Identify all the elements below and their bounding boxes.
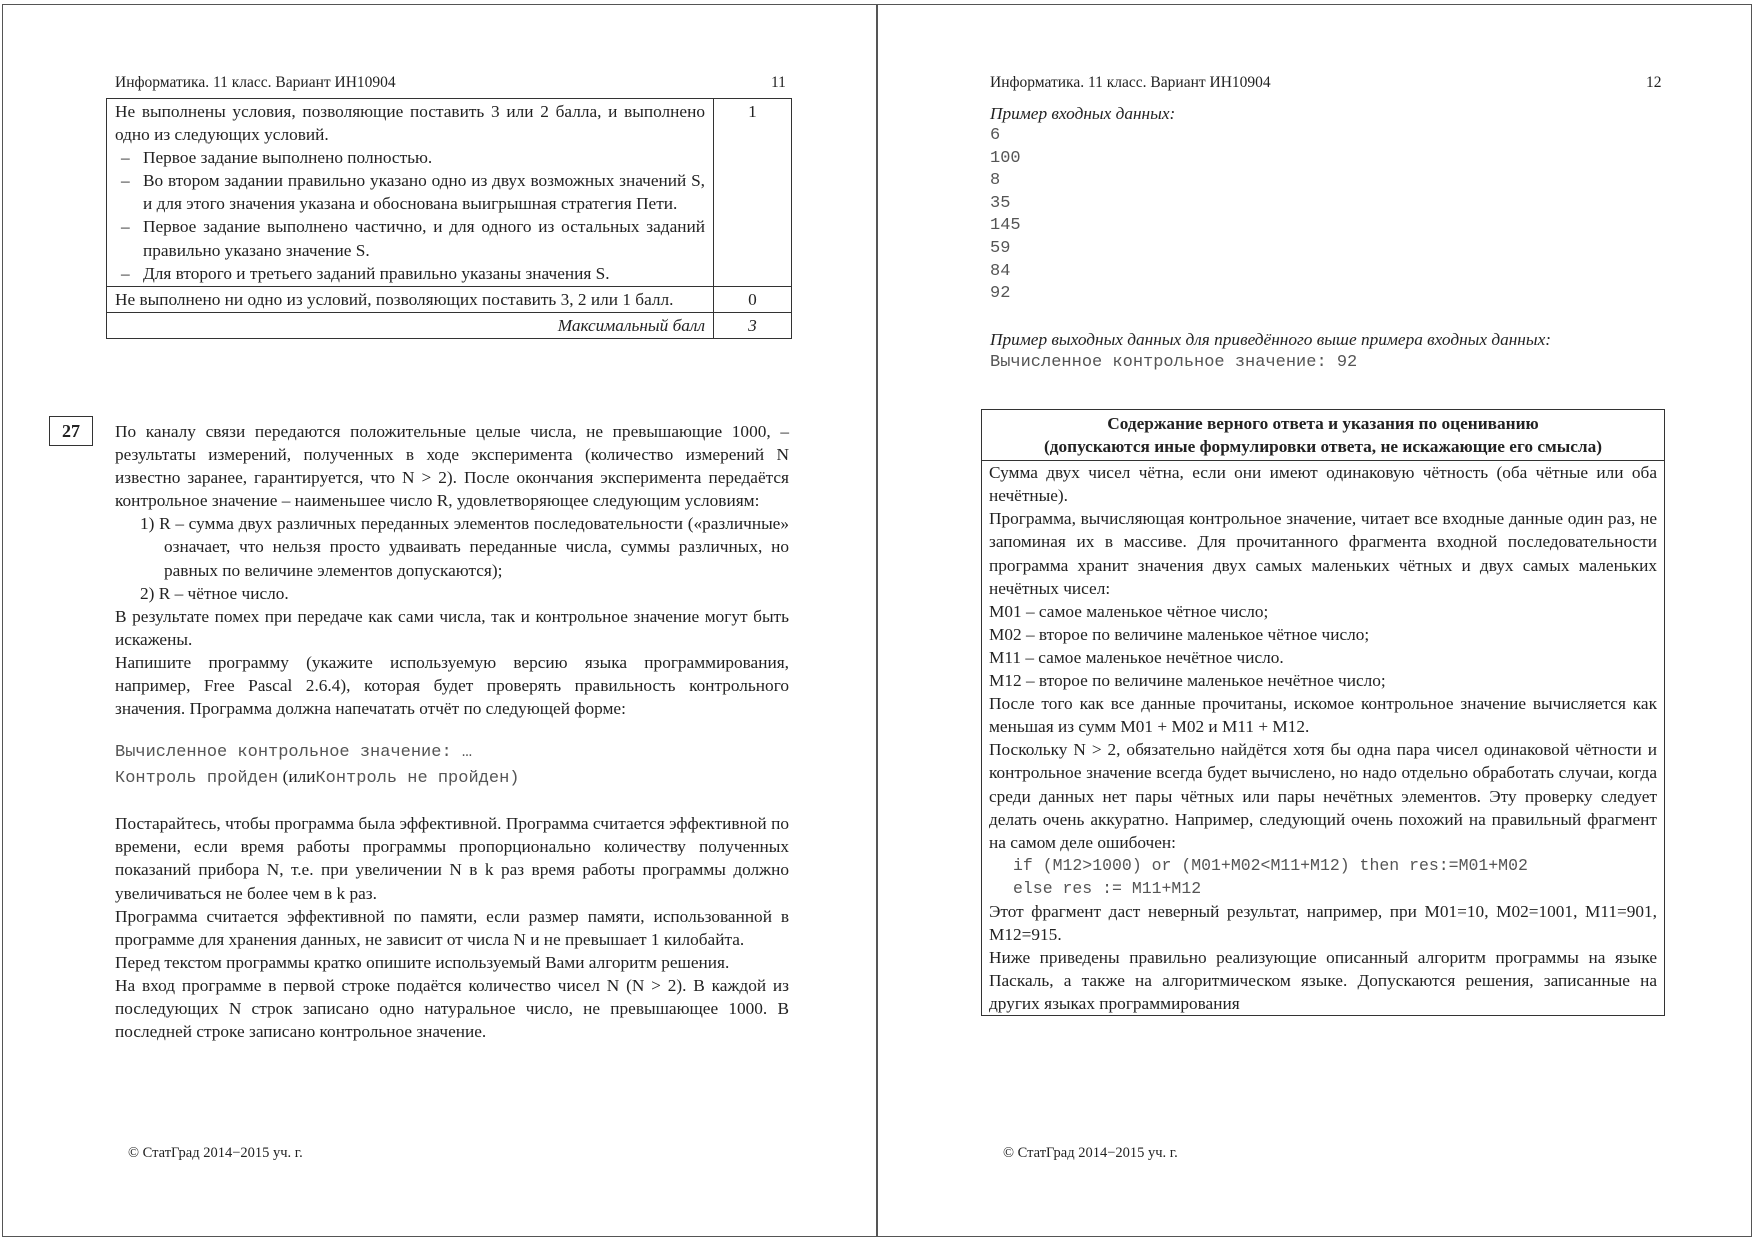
input-line: 92 bbox=[990, 284, 1011, 304]
input-line: 84 bbox=[990, 261, 1011, 281]
list-item: – Первое задание выполнено частично, и для одного из остальных заданий правильно указано значение S. bbox=[115, 215, 705, 261]
page-number: 12 bbox=[1646, 74, 1662, 91]
task-intro: По каналу связи передаются положительные целые числа, не превышающие 1000, – результаты измерений, полученных в ходе эксперимента (количество измерений N известно заранее, гарантируется, что N > 2). После окончания эксперимента передаётся контрольное значение – наименьшее число R, удовлетворяющее следующим условиям: bbox=[115, 422, 789, 511]
condition-text: 1) R – сумма двух различных переданных элементов последовательности («различные» означает, что нельзя просто удваивать переданные числа, суммы различных, но равных по величине элементов допускаются); bbox=[140, 514, 789, 580]
input-example-label: Пример входных данных: bbox=[990, 104, 1176, 123]
table-row bbox=[107, 99, 792, 287]
page-12 bbox=[877, 4, 1752, 1237]
report-pass: Контроль пройден bbox=[115, 769, 279, 789]
report-line-2 bbox=[115, 765, 789, 791]
condition-2: 2) R – чётное число. bbox=[140, 583, 289, 603]
answer-para: Ниже приведены правильно реализующие описанный алгоритм программы на языке Паскаль, а также на алгоритмическом языке. Допускаются решения, записанные на других языках программирования bbox=[989, 948, 1657, 1014]
criteria-cell bbox=[107, 99, 714, 287]
output-example-label: Пример выходных данных для приведённого выше примера входных данных: bbox=[990, 329, 1551, 349]
code-line: if (M12>1000) or (M01+M02<M11+M12) then res:=M01+M02 bbox=[1013, 855, 1528, 875]
list-item: – Для второго и третьего заданий правильно указаны значения S. bbox=[115, 262, 705, 285]
report-line-1: Вычисленное контрольное значение: … bbox=[115, 743, 473, 763]
definition: M01 – самое маленькое чётное число; bbox=[989, 601, 1269, 621]
definition: M12 – второе по величине маленькое нечётное число; bbox=[989, 671, 1386, 691]
answer-para: Поскольку N > 2, обязательно найдётся хотя бы одна пара чисел одинаковой чётности и контрольное значение всегда будет вычислено, но надо отдельно обработать случаи, когда среди данных нет пары чётных или пары нечётных элементов. Эту проверку следует делать очень аккуратно. Например, следующий очень похожий на правильный фрагмент на самом деле ошибочен: bbox=[989, 740, 1657, 852]
answer-para: После того как все данные прочитаны, искомое контрольное значение вычисляется как меньшая из сумм M01 + M02 и M11 + M12. bbox=[989, 694, 1657, 737]
input-line: 35 bbox=[990, 193, 1011, 213]
scoring-table bbox=[106, 98, 792, 339]
para-noise: В результате помех при передаче как сами числа, так и контрольное значение могут быть искажены. bbox=[115, 606, 789, 649]
answer-box bbox=[981, 409, 1665, 1016]
page-number: 11 bbox=[771, 74, 786, 91]
input-line: 6 bbox=[990, 126, 1001, 146]
footer: © СтатГрад 2014−2015 уч. г. bbox=[128, 1145, 303, 1161]
input-line: 8 bbox=[990, 171, 1001, 191]
para-write: Напишите программу (укажите используемую версию языка программирования, например, Free Pascal 2.6.4), которая будет проверять правильность контрольного значения. Программа должна напечатать отчёт по следующей форме: bbox=[115, 652, 789, 719]
definition: M02 – второе по величине маленькое чётное число; bbox=[989, 624, 1370, 644]
answer-box-title bbox=[982, 410, 1664, 461]
criteria-list bbox=[115, 146, 705, 285]
page-11 bbox=[2, 4, 877, 1237]
footer: © СтатГрад 2014−2015 уч. г. bbox=[1003, 1145, 1178, 1161]
title-line: Содержание верного ответа и указания по оцениванию bbox=[1107, 414, 1539, 433]
input-line: 59 bbox=[990, 239, 1011, 259]
output-example: Вычисленное контрольное значение: 92 bbox=[990, 352, 1358, 372]
examples bbox=[990, 102, 1670, 374]
max-score-label: Максимальный балл bbox=[107, 312, 714, 338]
para-algorithm: Перед текстом программы кратко опишите используемый Вами алгоритм решения. bbox=[115, 952, 730, 972]
task-body bbox=[115, 420, 789, 1043]
task-number: 27 bbox=[49, 416, 93, 446]
table-row bbox=[107, 286, 792, 312]
para-input: На вход программе в первой строке подаётся количество чисел N (N > 2). В каждой из последующих N строк записано одно натуральное число, не превышающее 1000. В последней строке записано контрольное значение. bbox=[115, 975, 789, 1042]
page-header: Информатика. 11 класс. Вариант ИН10904 bbox=[115, 74, 396, 91]
score-cell: 1 bbox=[714, 99, 792, 287]
table-row bbox=[107, 312, 792, 338]
criteria-cell: Не выполнено ни одно из условий, позволяющих поставить 3, 2 или 1 балл. bbox=[107, 286, 714, 312]
condition-1 bbox=[115, 512, 789, 581]
criteria-text: Не выполнены условия, позволяющие поставить 3 или 2 балла, и выполнено одно из следующих условий. bbox=[115, 102, 705, 145]
input-line: 100 bbox=[990, 148, 1021, 168]
page-header: Информатика. 11 класс. Вариант ИН10904 bbox=[990, 74, 1271, 91]
list-item: – Первое задание выполнено полностью. bbox=[115, 146, 705, 169]
code-line: else res := M11+M12 bbox=[1013, 878, 1202, 898]
input-example bbox=[990, 125, 1670, 306]
title-line: (допускаются иные формулировки ответа, не искажающие его смысла) bbox=[1043, 437, 1603, 457]
score-cell: 0 bbox=[714, 286, 792, 312]
definition: M11 – самое маленькое нечётное число. bbox=[989, 647, 1284, 667]
list-item: – Во втором задании правильно указано одно из двух возможных значений S, и для этого значения указана и обоснована выигрышная стратегия Пети. bbox=[115, 169, 705, 215]
para-efficiency: Постарайтесь, чтобы программа была эффективной. Программа считается эффективной по времени, если время работы программы пропорционально количеству полученных показаний прибора N, т.е. при увеличении N в k раз время работы программы должно увеличиваться не более чем в k раз. bbox=[115, 814, 789, 903]
answer-para: Программа, вычисляющая контрольное значение, читает все входные данные один раз, не запоминая их в массиве. Для прочитанного фрагмента входной последовательности программа хранит значения двух самых маленьких чётных и двух самых маленьких нечётных чисел: bbox=[989, 509, 1657, 598]
input-line: 145 bbox=[990, 216, 1021, 236]
para-memory: Программа считается эффективной по памяти, если размер памяти, использованной в программе для хранения данных, не зависит от числа N и не превышает 1 килобайта. bbox=[115, 906, 789, 949]
report-fail: Контроль не пройден) bbox=[315, 769, 520, 789]
answer-para: Этот фрагмент даст неверный результат, например, при M01=10, M02=1001, M11=901, M12=915. bbox=[989, 901, 1657, 945]
report-or: (или bbox=[282, 767, 316, 787]
max-score-value: 3 bbox=[714, 312, 792, 338]
answer-para: Сумма двух чисел чётна, если они имеют одинаковую чётность (оба чётные или оба нечётные). bbox=[989, 463, 1657, 506]
answer-body bbox=[982, 461, 1664, 1015]
